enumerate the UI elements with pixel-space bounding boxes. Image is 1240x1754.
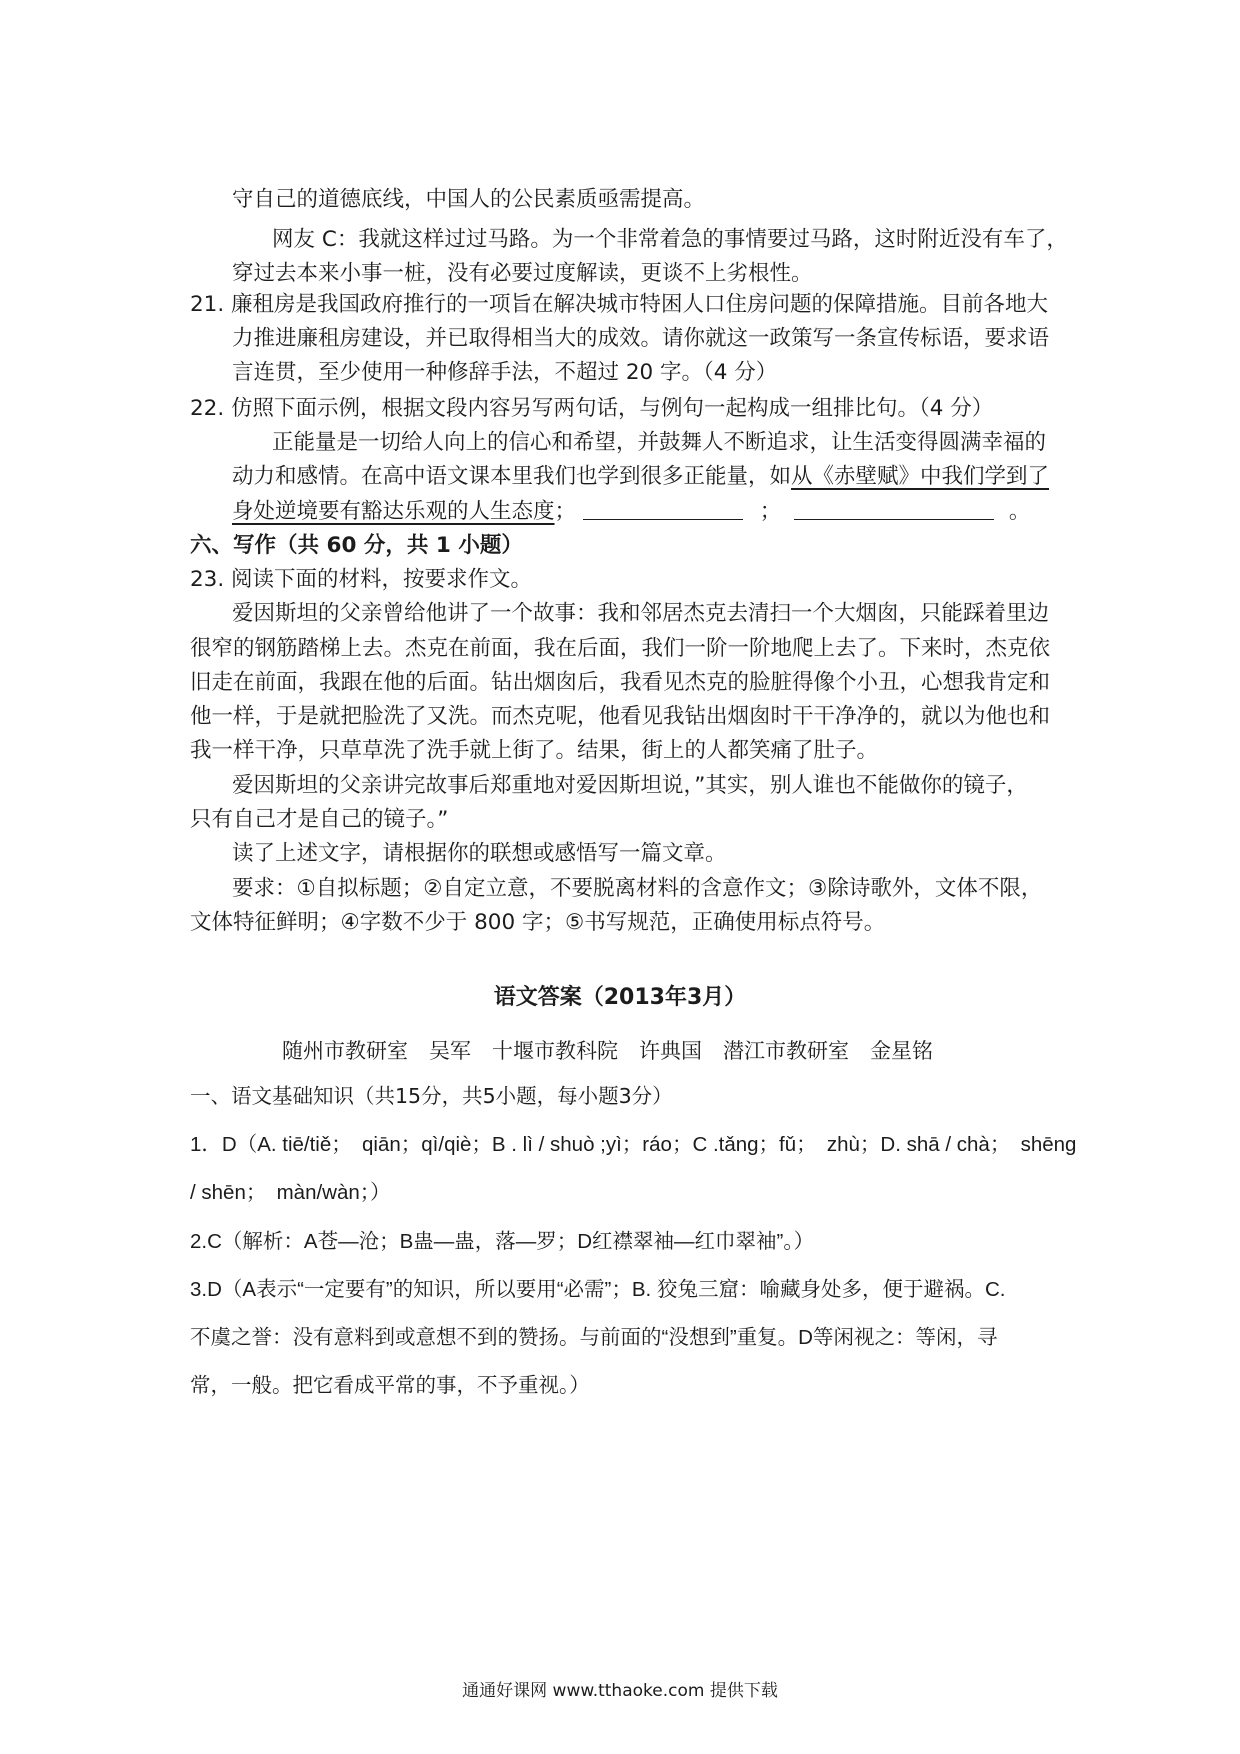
punctuation: ； [554, 499, 577, 524]
section-heading: 六、写作（共 60 分，共 1 小题） [190, 533, 523, 558]
question-21-line: 21. 廉租房是我国政府推行的一项旨在解决城市特困人口住房问题的保障措施。目前各地大 [190, 292, 1049, 317]
requirements-line: 文体特征鲜明；④字数不少于 800 字；⑤书写规范，正确使用标点符号。 [190, 910, 886, 935]
requirements-line: 要求：①自拟标题；②自定立意，不要脱离材料的含意作文；③除诗歌外，文体不限， [232, 876, 1043, 901]
answer-title: 语文答案（2013年3月） [493, 985, 747, 1010]
authors-line: 随州市教研室 吴军 十堰市教科院 许典国 潜江市教研室 金星铭 [282, 1039, 933, 1063]
answer-line: 不虞之誉：没有意料到或意想不到的赞扬。与前面的“没想到”重复。D等闲视之：等闲，寻 [190, 1326, 998, 1349]
paragraph-line: 爱因斯坦的父亲曾给他讲了一个故事：我和邻居杰克去清扫一个大烟囱，只能踩着里边 [232, 601, 1050, 626]
answer-line: 常，一般。把它看成平常的事，不予重视。） [190, 1374, 590, 1397]
punctuation: ； [759, 499, 782, 524]
answer-blank-1[interactable] [583, 497, 743, 520]
question-22-line [232, 497, 1030, 527]
answer-blank-2[interactable] [794, 497, 994, 520]
paragraph-line: 他一样，于是就把脸洗了又洗。而杰克呢，他看见我钻出烟囱时干干净净的，就以为他也和 [190, 704, 1051, 729]
text-span: 动力和感情。在高中语文课本里我们也学到很多正能量，如 [232, 464, 792, 489]
answer-line: / shēn； màn/wàn；） [190, 1181, 391, 1204]
question-21-line: 力推进廉租房建设，并已取得相当大的成效。请你就这一政策写一条宣传标语，要求语 [232, 326, 1050, 351]
paragraph-line: 读了上述文字，请根据你的联想或感悟写一篇文章。 [232, 841, 727, 866]
paragraph-line: 只有自己才是自己的镜子。” [190, 807, 449, 832]
question-22-line [232, 462, 1049, 492]
answer-section-heading: 一、语文基础知识（共15分，共5小题，每小题3分） [190, 1084, 673, 1108]
question-21-line: 言连贯，至少使用一种修辞手法，不超过 20 字。（4 分） [232, 360, 778, 385]
answer-line: 1．D（A. tiē/tiě； qiān；qì/qiè；B . lì / shuò ;yì；ráo；C .tǎng；fǔ； zhù；D. shā / chà； shēng [190, 1133, 1077, 1156]
question-23-line: 23. 阅读下面的材料，按要求作文。 [190, 567, 533, 592]
underlined-example: 身处逆境要有豁达乐观的人生态度 [232, 499, 555, 524]
page-footer: 通通好课网 www.tthaoke.com 提供下载 [462, 1681, 778, 1701]
question-22-line: 22. 仿照下面示例，根据文段内容另写两句话，与例句一起构成一组排比句。（4 分） [190, 396, 994, 421]
punctuation: 。 [1008, 499, 1031, 524]
text-line: 守自己的道德底线，中国人的公民素质亟需提高。 [232, 187, 706, 212]
paragraph-line: 很窄的钢筋踏梯上去。杰克在前面，我在后面，我们一阶一阶地爬上去了。下来时，杰克依 [190, 636, 1051, 661]
text-line: 穿过去本来小事一桩，没有必要过度解读，更谈不上劣根性。 [232, 261, 813, 286]
paragraph-line: 我一样干净，只草草洗了洗手就上街了。结果，街上的人都笑痛了肚子。 [190, 738, 879, 763]
text-line: 网友 C：我就这样过过马路。为一个非常着急的事情要过马路，这时附近没有车了， [272, 227, 1068, 252]
paragraph-line: 爱因斯坦的父亲讲完故事后郑重地对爱因斯坦说，”其实，别人谁也不能做你的镜子， [232, 773, 1028, 798]
question-22-line: 正能量是一切给人向上的信心和希望，并鼓舞人不断追求，让生活变得圆满幸福的 [272, 430, 1047, 455]
underlined-example: 从《赤壁赋》中我们学到了 [791, 464, 1050, 489]
answer-line: 3.D（A表示“一定要有”的知识，所以要用“必需”；B. 狡兔三窟：喻藏身处多，便于避祸。C. [190, 1278, 1006, 1301]
paragraph-line: 旧走在前面，我跟在他的后面。钻出烟囱后，我看见杰克的脸脏得像个小丑，心想我肯定和 [190, 670, 1051, 695]
answer-line: 2.C（解析：A苍—沧；B蛊—蛊，落—罗；D红襟翠袖—红巾翠袖”。） [190, 1230, 815, 1253]
